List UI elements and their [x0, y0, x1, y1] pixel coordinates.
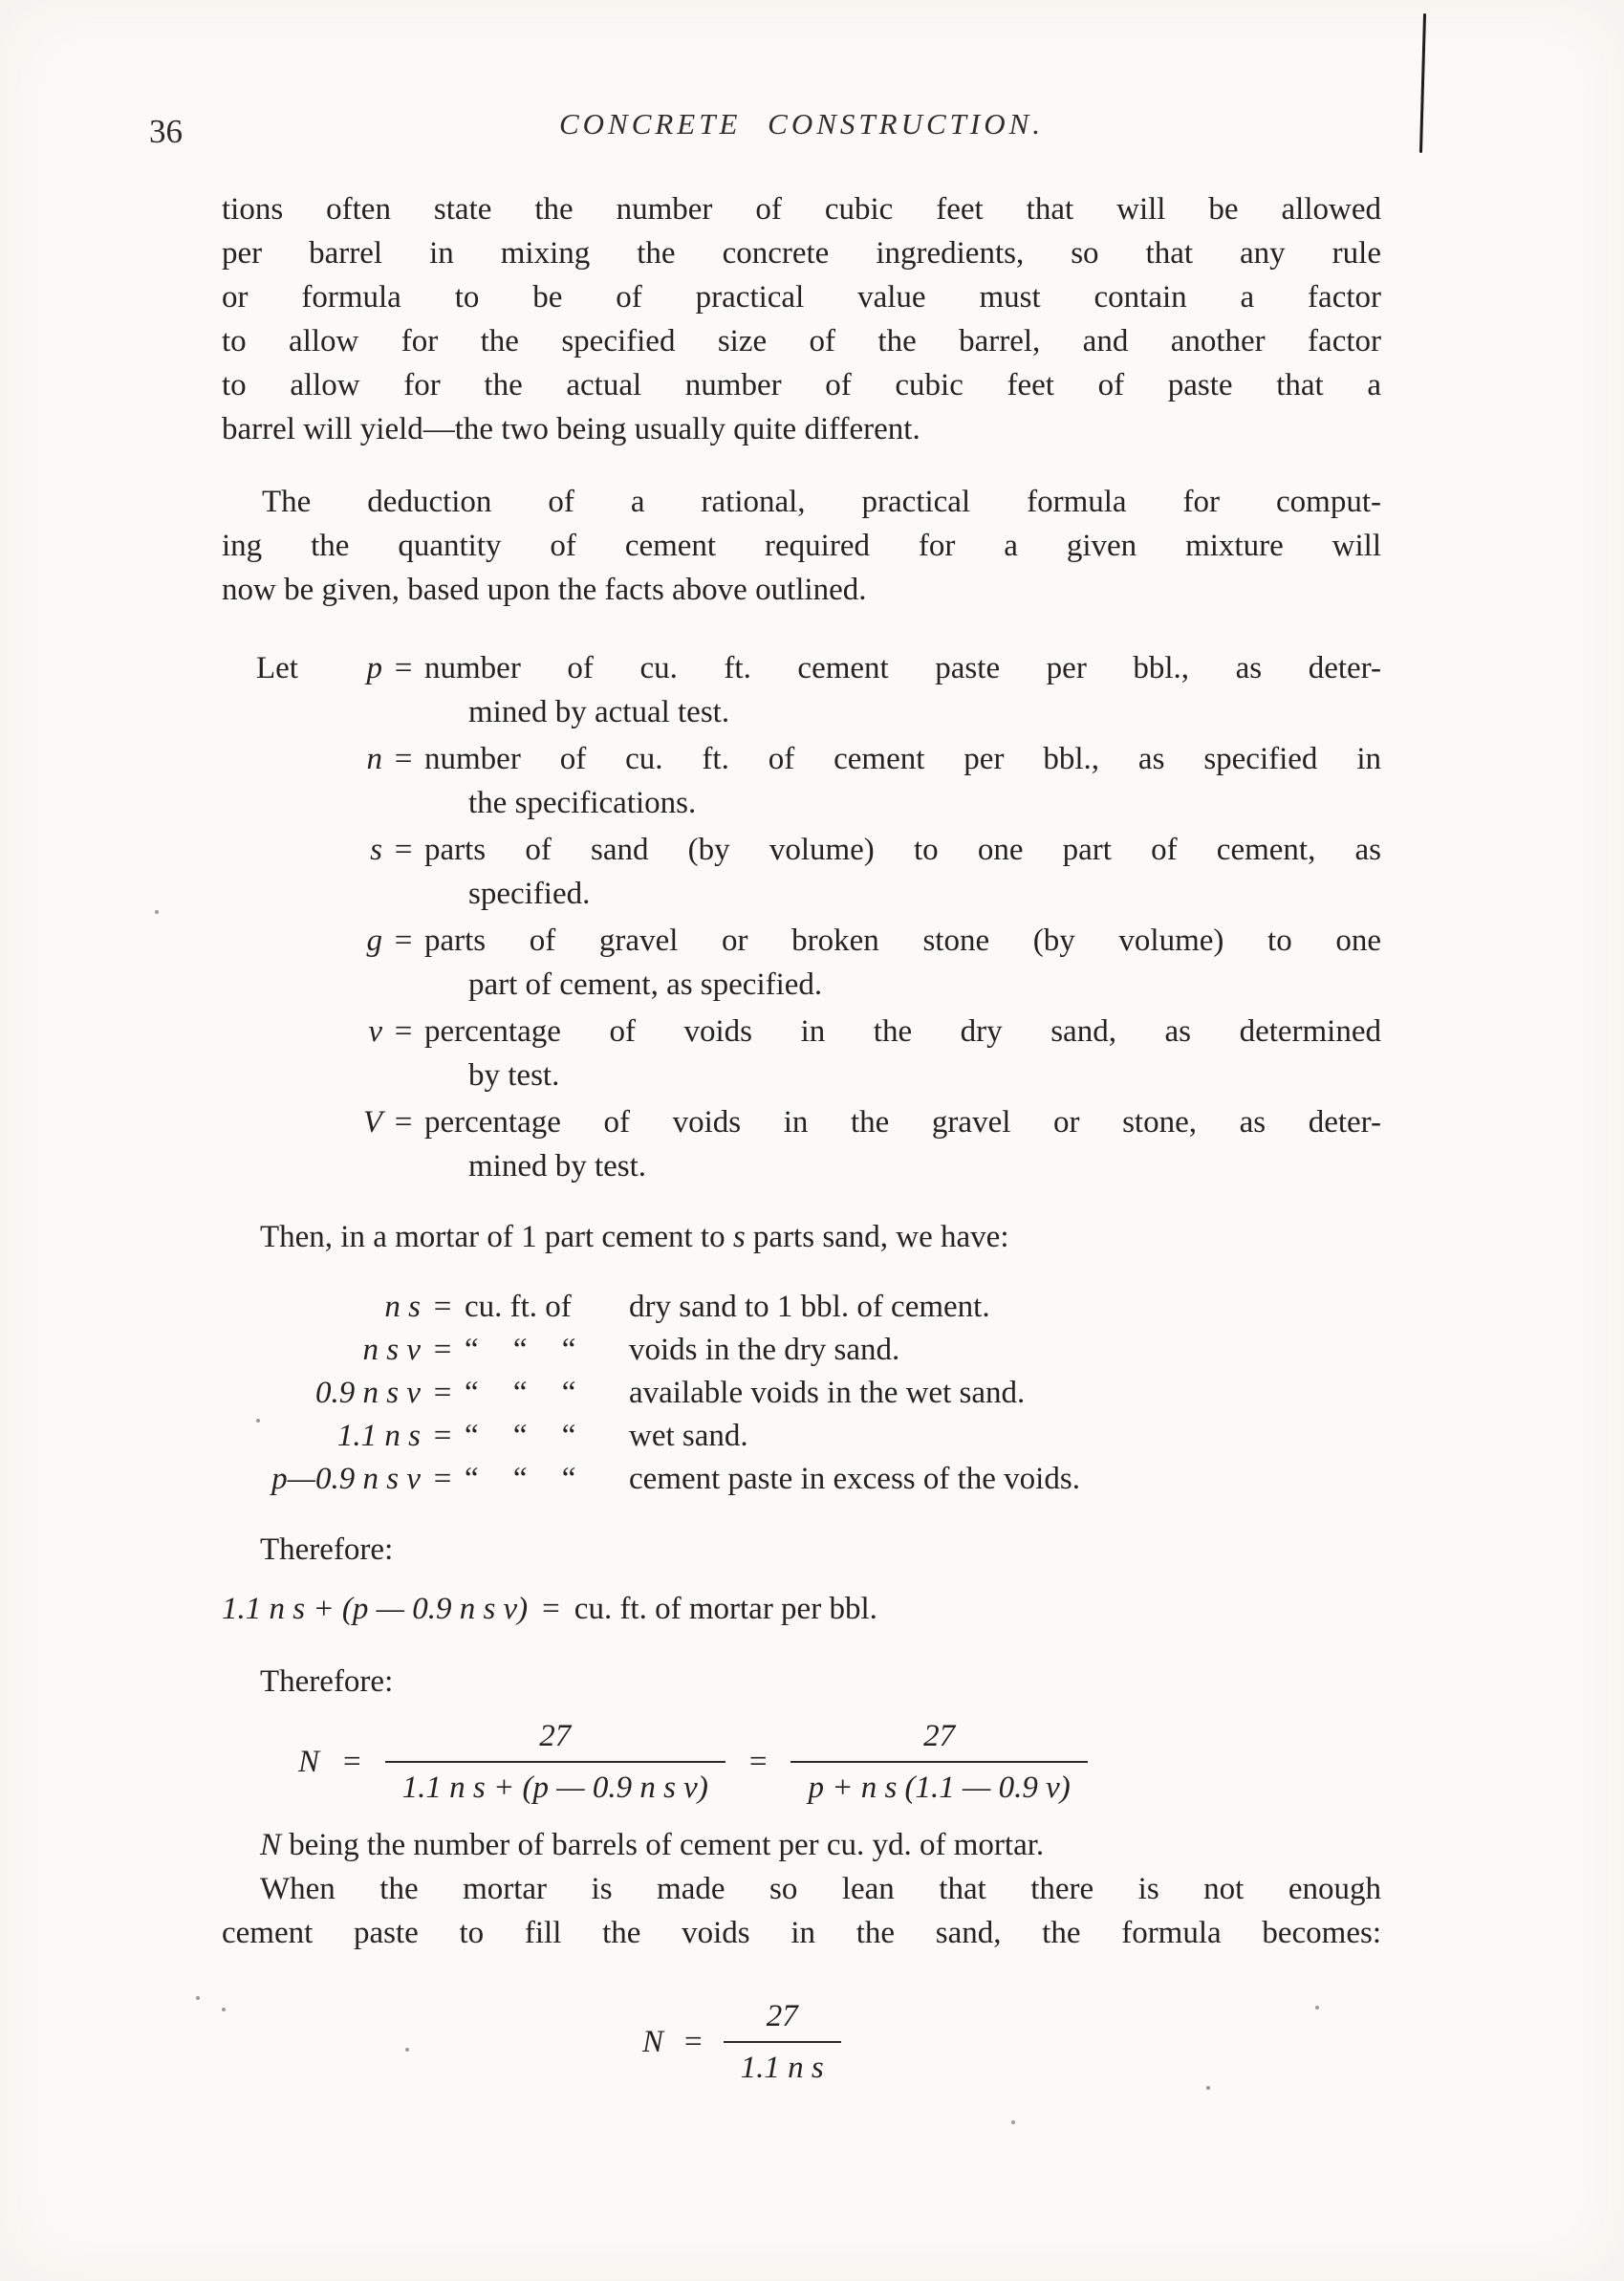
- symbol-s: s: [370, 833, 382, 867]
- definition-text: [424, 737, 1381, 825]
- row-expression: n s: [384, 1290, 421, 1324]
- table-row: [222, 1458, 1381, 1501]
- row-description: wet sand.: [629, 1419, 748, 1453]
- row-description: dry sand to 1 bbl. of cement.: [629, 1290, 990, 1324]
- scan-speck: [155, 910, 159, 914]
- page-number: 36: [149, 113, 183, 150]
- definition-item-V: [222, 1100, 1381, 1188]
- definition-lhs: [222, 1010, 424, 1097]
- text-line: by test.: [468, 1058, 560, 1093]
- symbol-N: N: [298, 1745, 320, 1779]
- scan-speck: [1011, 2120, 1015, 2124]
- ditto-marks: “ “ “: [465, 1462, 576, 1496]
- text-line: When the mortar is made so lean that there is not enough: [260, 1872, 1381, 1906]
- page-content: [222, 187, 1381, 2086]
- equals-sign: =: [394, 742, 413, 776]
- definition-text: [424, 1010, 1381, 1097]
- definition-lhs: [222, 1100, 424, 1188]
- barrels-per-yard-formula: [298, 1719, 1381, 1806]
- paragraph-2: [222, 480, 1381, 612]
- definition-text: [424, 646, 1381, 734]
- text-line: number of cu. ft. of cement per bbl., as specified in: [424, 742, 1381, 776]
- equation-rhs: cu. ft. of mortar per bbl.: [574, 1592, 877, 1626]
- fraction-numerator: 27: [766, 1999, 798, 2033]
- text-line: specified.: [468, 877, 591, 911]
- equals-sign: =: [394, 923, 413, 958]
- symbol-s: s: [732, 1220, 746, 1254]
- fraction-denominator: p + n s (1.1 — 0.9 v): [790, 1761, 1087, 1806]
- text-line: barrel will yield—the two being usually quite different.: [222, 412, 920, 446]
- text-line: or formula to be of practical value must contain a factor: [222, 280, 1381, 315]
- closing-note-text: being the number of barrels of cement per cu. yd. of mortar.: [281, 1828, 1045, 1862]
- definition-item-v: [222, 1010, 1381, 1097]
- symbol-n: n: [366, 742, 382, 776]
- mortar-intro-post: parts sand, we have:: [745, 1220, 1009, 1254]
- equals-sign: =: [433, 1290, 452, 1324]
- text-line: to allow for the specified size of the barrel, and another factor: [222, 324, 1381, 358]
- text-line: tions often state the number of cubic feet that will be allowed: [222, 192, 1381, 227]
- equals-sign: =: [394, 651, 413, 685]
- equals-sign: =: [394, 1105, 413, 1140]
- equals-sign: =: [684, 2025, 703, 2059]
- equals-sign: =: [433, 1462, 452, 1496]
- equals-sign: =: [343, 1745, 361, 1779]
- fraction-denominator: 1.1 n s + (p — 0.9 n s v): [385, 1761, 725, 1806]
- equals-sign: =: [433, 1376, 452, 1410]
- text-line: mined by actual test.: [468, 695, 730, 729]
- row-expression: 1.1 n s: [336, 1419, 421, 1453]
- ditto-marks: “ “ “: [465, 1419, 576, 1453]
- definitions-list: [222, 646, 1381, 1188]
- definition-text: [424, 919, 1381, 1007]
- text-line: cement paste to fill the voids in the sand, the formula becomes:: [222, 1916, 1381, 1950]
- symbol-g: g: [366, 923, 382, 958]
- fraction-2: [790, 1719, 1087, 1806]
- mortar-volume-equation: [222, 1585, 1381, 1633]
- equation-lhs: 1.1 n s + (p — 0.9 n s v): [222, 1592, 529, 1626]
- scan-artifact-line: [1419, 13, 1426, 153]
- page-header: [222, 107, 1381, 142]
- text-line: part of cement, as specified.: [468, 967, 823, 1002]
- running-title: CONCRETE CONSTRUCTION.: [558, 107, 1045, 141]
- symbol-N: N: [642, 2025, 664, 2059]
- text-line: per barrel in mixing the concrete ingredients, so that any rule: [222, 236, 1381, 271]
- equals-sign: =: [394, 1014, 413, 1049]
- row-expression: n s v: [362, 1333, 421, 1367]
- text-line: now be given, based upon the facts above outlined.: [222, 573, 867, 607]
- symbol-v: v: [368, 1014, 382, 1049]
- text-line: percentage of voids in the gravel or stone, as deter-: [424, 1105, 1381, 1140]
- closing-note: [222, 1823, 1381, 1867]
- text-line: parts of gravel or broken stone (by volume) to one: [424, 923, 1381, 958]
- definition-lhs: [222, 828, 424, 916]
- symbol-N: N: [260, 1828, 282, 1862]
- definition-item-g: [222, 919, 1381, 1007]
- scan-speck: [1206, 2086, 1210, 2090]
- definition-item-s: [222, 828, 1381, 916]
- definition-lhs: [222, 737, 424, 825]
- symbol-V-cap: V: [362, 1105, 382, 1140]
- row-expression: p—0.9 n s v: [271, 1462, 421, 1496]
- equals-sign: =: [542, 1592, 560, 1626]
- equals-sign: =: [433, 1419, 452, 1453]
- table-row: [222, 1415, 1381, 1458]
- equals-sign: =: [433, 1333, 452, 1367]
- text-line: mined by test.: [468, 1149, 647, 1184]
- equals-sign: =: [748, 1745, 768, 1779]
- text-line: to allow for the actual number of cubic feet of paste that a: [222, 368, 1381, 402]
- therefore-label: Therefore:: [260, 1532, 394, 1567]
- row-expression: 0.9 n s v: [315, 1376, 421, 1410]
- symbol-p: p: [366, 651, 382, 685]
- definition-lhs: [222, 646, 424, 734]
- fraction-numerator: 27: [923, 1719, 956, 1753]
- fraction-numerator: 27: [539, 1719, 572, 1753]
- closing-paragraph: [222, 1867, 1381, 1955]
- definition-lead: Let: [256, 651, 298, 685]
- definition-item-p: [222, 646, 1381, 734]
- row-description: cement paste in excess of the voids.: [629, 1462, 1080, 1496]
- definition-text: [424, 828, 1381, 916]
- mortar-table: [222, 1286, 1381, 1501]
- text-line: parts of sand (by volume) to one part of cement, as: [424, 833, 1381, 867]
- text-line: The deduction of a rational, practical formula for comput-: [262, 485, 1381, 519]
- definition-lhs: [222, 919, 424, 1007]
- text-line: percentage of voids in the dry sand, as determined: [424, 1014, 1381, 1049]
- text-line: the specifications.: [468, 786, 697, 820]
- mortar-intro-pre: Then, in a mortar of 1 part cement to: [260, 1220, 733, 1254]
- mortar-intro: [222, 1215, 1381, 1259]
- table-row: [222, 1286, 1381, 1329]
- table-row: [222, 1372, 1381, 1415]
- ditto-marks: “ “ “: [465, 1333, 576, 1367]
- equals-sign: =: [394, 833, 413, 867]
- therefore-label: Therefore:: [260, 1664, 394, 1699]
- fraction-denominator: 1.1 n s: [724, 2041, 841, 2086]
- fraction: [724, 1999, 841, 2086]
- row-description: available voids in the wet sand.: [629, 1376, 1026, 1410]
- ditto-marks: “ “ “: [465, 1376, 576, 1410]
- fraction-1: [385, 1719, 725, 1806]
- table-row: [222, 1329, 1381, 1372]
- row-description: voids in the dry sand.: [629, 1333, 900, 1367]
- definition-text: [424, 1100, 1381, 1188]
- row-unit: cu. ft. of: [465, 1290, 572, 1324]
- definition-item-n: [222, 737, 1381, 825]
- text-line: number of cu. ft. cement paste per bbl., as deter-: [424, 651, 1381, 685]
- scan-speck: [196, 1996, 200, 2000]
- text-line: ing the quantity of cement required for a given mixture will: [222, 529, 1381, 563]
- paragraph-1: [222, 187, 1381, 451]
- lean-mortar-formula: [642, 1999, 1381, 2086]
